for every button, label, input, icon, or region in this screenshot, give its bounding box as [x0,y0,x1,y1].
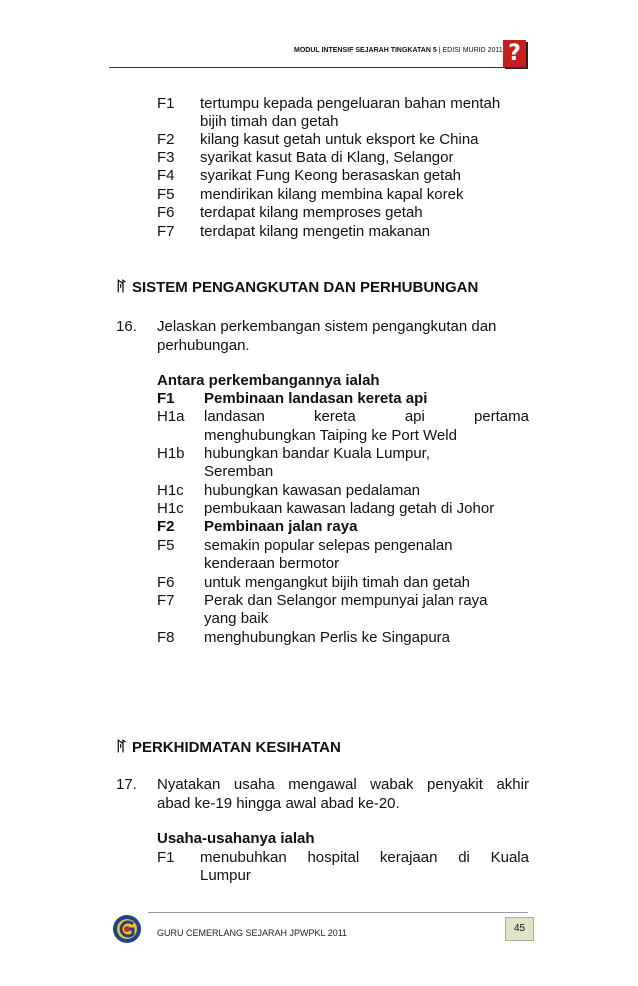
word: pertama [473,408,529,425]
list-item-code: F5 [157,186,175,203]
word: api [404,408,425,425]
page-number: 45 [505,917,534,941]
answer-text: semakin popular selepas pengenalan [204,537,453,554]
section-title: SISTEM PENGANGKUTAN DAN PERHUBUNGAN [131,279,479,296]
answer-text-justified [200,848,529,867]
word: di [458,849,470,866]
list-item-code: F6 [157,204,175,221]
answer-text: Perak dan Selangor mempunyai jalan raya [204,592,488,609]
answer-text: menghubungkan Perlis ke Singapura [204,629,450,646]
list-item-text-cont: bijih timah dan getah [200,113,339,130]
header-title [294,47,503,54]
answer-code: F1 [157,849,175,866]
list-item-code: F7 [157,223,175,240]
word: akhir [496,776,529,793]
answer-code: H1a [157,408,185,425]
answer-text: untuk mengangkut bijih timah dan getah [204,574,471,591]
list-item-code: F3 [157,149,175,166]
answer-text-cont: menghubungkan Taiping ke Port Weld [204,427,457,444]
answer-code: F6 [157,574,175,591]
answer-code: H1c [157,500,184,517]
question-text-cont: abad ke-19 hingga awal abad ke-20. [157,795,400,812]
list-item-text: syarikat Fung Keong berasaskan getah [200,167,461,184]
answer-text: hubungkan kawasan pedalaman [204,482,420,499]
word: hospital [307,849,360,866]
list-item-text: syarikat kasut Bata di Klang, Selangor [200,149,454,166]
word: Nyatakan [157,776,221,793]
question-number: 16. [116,318,137,335]
section-title: PERKHIDMATAN KESIHATAN [131,739,341,756]
answer-text-cont: Lumpur [200,867,251,884]
list-item-text: mendirikan kilang membina kapal korek [200,186,464,203]
word: mengawal [288,776,357,793]
word: menubuhkan [200,849,287,866]
answer-intro: Usaha-usahanya ialah [157,830,315,847]
list-item-code: F4 [157,167,175,184]
answer-text: pembukaan kawasan ladang getah di Johor [204,500,495,517]
answer-code: F8 [157,629,175,646]
footer-divider [148,912,528,913]
question-text-justified [157,775,529,794]
answer-intro: Antara perkembangannya ialah [157,372,380,389]
list-item-code: F2 [157,131,175,148]
list-item-text: tertumpu kepada pengeluaran bahan mentah [200,95,501,112]
header-divider [109,67,527,68]
answer-code: F1 [157,390,175,407]
header-separator: | [438,47,441,54]
answer-code: H1c [157,482,184,499]
word: kerajaan [379,849,438,866]
question-mark-icon: ? [503,40,526,67]
section-heading-transport [116,278,478,296]
list-item-code: F1 [157,95,175,112]
word: wabak [370,776,414,793]
answer-code: F7 [157,592,175,609]
word: penyakit [427,776,483,793]
question-text: Jelaskan perkembangan sistem pengangkutan dan [157,318,497,335]
answer-point: Pembinaan landasan kereta api [204,390,428,407]
list-item-text: kilang kasut getah untuk eksport ke China [200,131,479,148]
section-heading-health [116,738,341,756]
answer-text: hubungkan bandar Kuala Lumpur, [204,445,431,462]
jpwpkl-logo-icon [112,914,142,944]
answer-code: F2 [157,518,175,535]
word: landasan [204,408,265,425]
answer-code: F5 [157,537,175,554]
list-item-text: terdapat kilang mengetin makanan [200,223,431,240]
module-title: MODUL INTENSIF SEJARAH TINGKATAN 5 [294,47,437,54]
question-number: 17. [116,776,137,793]
answer-point: Pembinaan jalan raya [204,518,358,535]
word: Kuala [490,849,529,866]
answer-text-justified [204,407,529,426]
footer-text: GURU CEMERLANG SEJARAH JPWPKL 2011 [157,928,348,938]
answer-text-cont: yang baik [204,610,269,627]
word: kereta [314,408,356,425]
answer-text-cont: kenderaan bermotor [204,555,340,572]
section-bullet-icon: ꊮ [116,740,127,756]
answer-text-cont: Seremban [204,463,274,480]
answer-code: H1b [157,445,185,462]
word: usaha [233,776,275,793]
question-text-cont: perhubungan. [157,337,250,354]
edition-label: EDISI MURID 2011 [442,47,503,54]
section-bullet-icon: ꊮ [116,280,127,296]
list-item-text: terdapat kilang memproses getah [200,204,423,221]
